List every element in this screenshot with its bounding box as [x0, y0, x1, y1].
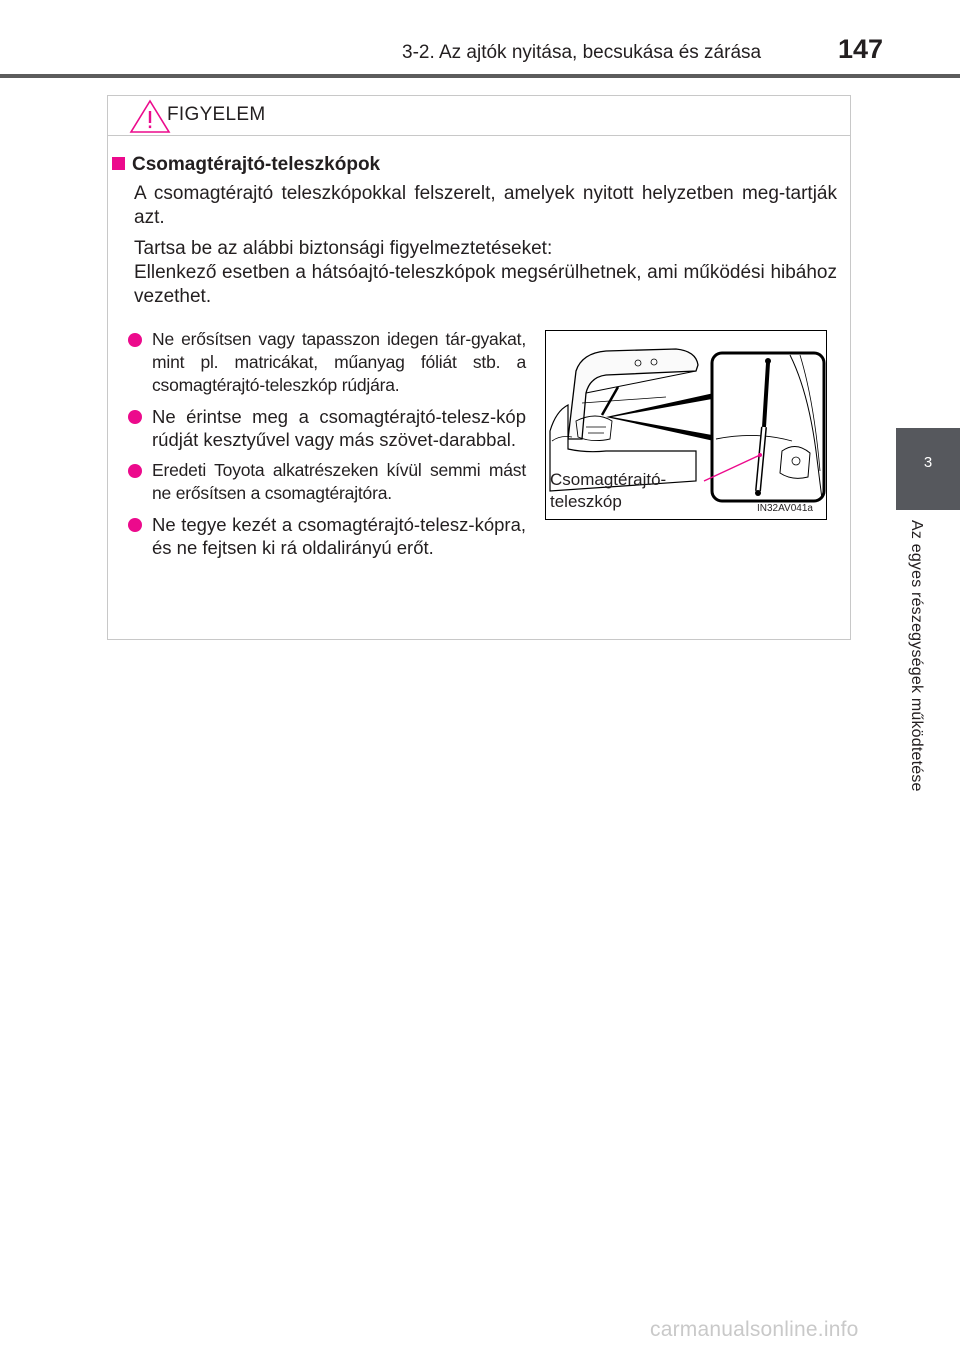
square-bullet-icon [112, 157, 125, 170]
warning-triangle-icon [128, 98, 172, 134]
section-title [112, 154, 380, 176]
figure-caption-line: teleszkóp [550, 492, 622, 511]
bullet-list [128, 328, 526, 567]
bullet-text: Eredeti Toyota alkatrészeken kívül semmi mást ne erősítsen a csomagtérajtóra. [152, 460, 526, 503]
warning-header [108, 96, 850, 136]
bullet-item [128, 513, 526, 559]
header-section-title: 3-2. Az ajtók nyitása, becsukása és zárása [402, 42, 762, 63]
bullet-dot-icon [128, 410, 142, 424]
bullet-dot-icon [128, 333, 142, 347]
chapter-tab [896, 428, 960, 510]
bullet-text: Ne tegye kezét a csomagtérajtó-telesz-kópra, és ne fejtsen ki rá oldalirányú erőt. [152, 514, 526, 558]
watermark: carmanualsonline.info [650, 1318, 859, 1341]
paragraph: A csomagtérajtó teleszkópokkal felszerelt, amelyek nyitott helyzetben meg-tartják azt. [134, 183, 837, 228]
chapter-tab-label: Az egyes részegységek működtetése [908, 520, 925, 792]
header-rule [0, 74, 960, 78]
bullet-dot-icon [128, 518, 142, 532]
bullet-text: Ne érintse meg a csomagtérajtó-telesz-kóp rúdját kesztyűvel vagy más szövet-darabbal. [152, 406, 526, 450]
warning-box [107, 95, 851, 640]
figure-caption-line: Csomagtérajtó- [550, 470, 667, 489]
bullet-text: Ne erősítsen vagy tapasszon idegen tár-gyakat, mint pl. matricákat, műanyag fóliát stb. a csomagtérajtó-teleszkóp rúdjára. [152, 329, 526, 395]
figure-code: IN32AV041a [757, 503, 813, 514]
figure-caption [550, 469, 666, 513]
bullet-item [128, 328, 526, 397]
paragraph-group [134, 237, 837, 309]
section-title-text: Csomagtérajtó-teleszkópok [132, 154, 381, 175]
bullet-item [128, 405, 526, 451]
paragraph: Ellenkező esetben a hátsóajtó-teleszkópok megsérülhetnek, ami működési hibához vezethet. [134, 262, 837, 307]
warning-label: FIGYELEM [167, 104, 266, 125]
chapter-tab-number: 3 [923, 454, 933, 471]
bullet-item [128, 459, 526, 505]
bullet-dot-icon [128, 464, 142, 478]
tailgate-strut-illustration [545, 330, 827, 520]
paragraph: Tartsa be az alábbi biztonsági figyelmeztetéseket: [134, 238, 553, 259]
page-number: 147 [838, 34, 884, 64]
